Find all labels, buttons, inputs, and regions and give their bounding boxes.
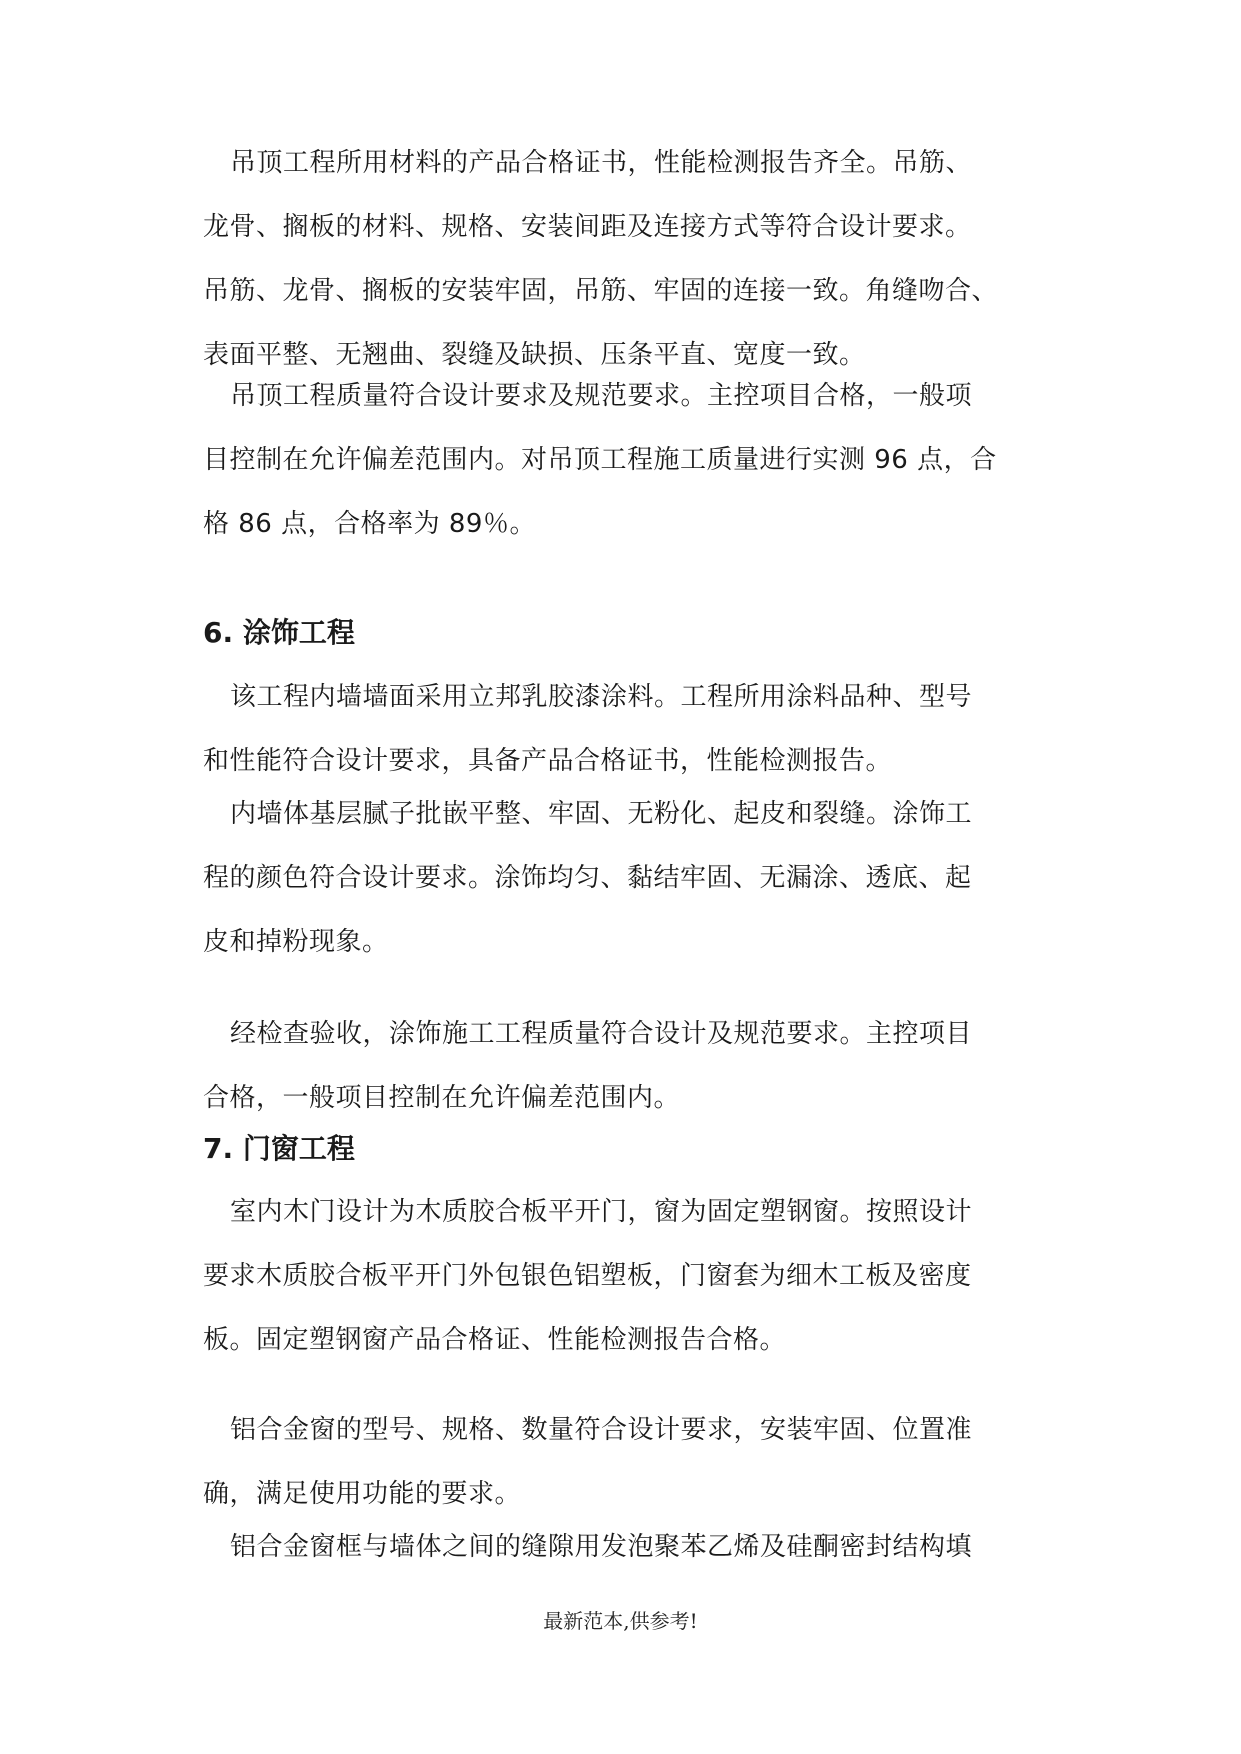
paragraph-coating-acceptance [203, 1002, 1045, 1130]
paragraph-ceiling-materials [203, 131, 1045, 387]
paragraph-ceiling-quality [203, 364, 1045, 556]
text-line: 吊顶工程所用材料的产品合格证书，性能检测报告齐全。吊筋、 [230, 148, 973, 178]
page-footer: 最新范本,供参考! [543, 1609, 698, 1633]
text-line: 龙骨、搁板的材料、规格、安装间距及连接方式等符合设计要求。 [203, 212, 972, 242]
paragraph-aluminum-windows [203, 1398, 1045, 1526]
section-heading-coating: 6. 涂饰工程 [203, 616, 355, 649]
text-line: 板。固定塑钢窗产品合格证、性能检测报告合格。 [203, 1325, 787, 1355]
text-line: 吊筋、龙骨、搁板的安装牢固，吊筋、牢固的连接一致。角缝吻合、 [203, 276, 999, 306]
text-line: 经检查验收，涂饰施工工程质量符合设计及规范要求。主控项目 [230, 1019, 973, 1049]
text-line: 内墙体基层腻子批嵌平整、牢固、无粉化、起皮和裂缝。涂饰工 [230, 799, 973, 829]
text-line: 铝合金窗的型号、规格、数量符合设计要求，安装牢固、位置准 [230, 1415, 973, 1445]
text-line: 和性能符合设计要求，具备产品合格证书，性能检测报告。 [203, 746, 893, 776]
text-line: 要求木质胶合板平开门外包银色铝塑板，门窗套为细木工板及密度 [203, 1261, 972, 1291]
text-line: 程的颜色符合设计要求。涂饰均匀、黏结牢固、无漏涂、透底、起 [203, 863, 972, 893]
text-line: 吊顶工程质量符合设计要求及规范要求。主控项目合格，一般项 [230, 381, 973, 411]
text-line: 合格，一般项目控制在允许偏差范围内。 [203, 1083, 681, 1113]
section-heading-doors-windows: 7. 门窗工程 [203, 1132, 355, 1165]
text-line: 皮和掉粉现象。 [203, 927, 389, 957]
paragraph-window-frame-gap [203, 1515, 1045, 1579]
text-line: 格 86 点，合格率为 89％。 [203, 509, 536, 539]
paragraph-coating-base [203, 782, 1045, 974]
paragraph-coating-materials [203, 665, 1045, 793]
text-line: 该工程内墙墙面采用立邦乳胶漆涂料。工程所用涂料品种、型号 [230, 682, 973, 712]
paragraph-doors-design [203, 1180, 1045, 1372]
text-line: 室内木门设计为木质胶合板平开门，窗为固定塑钢窗。按照设计 [230, 1197, 973, 1227]
text-line: 目控制在允许偏差范围内。对吊顶工程施工质量进行实测 96 点，合 [203, 445, 997, 475]
text-line: 表面平整、无翘曲、裂缝及缺损、压条平直、宽度一致。 [203, 340, 866, 370]
text-line: 铝合金窗框与墙体之间的缝隙用发泡聚苯乙烯及硅酮密封结构填 [230, 1532, 973, 1562]
text-line: 确，满足使用功能的要求。 [203, 1479, 522, 1509]
